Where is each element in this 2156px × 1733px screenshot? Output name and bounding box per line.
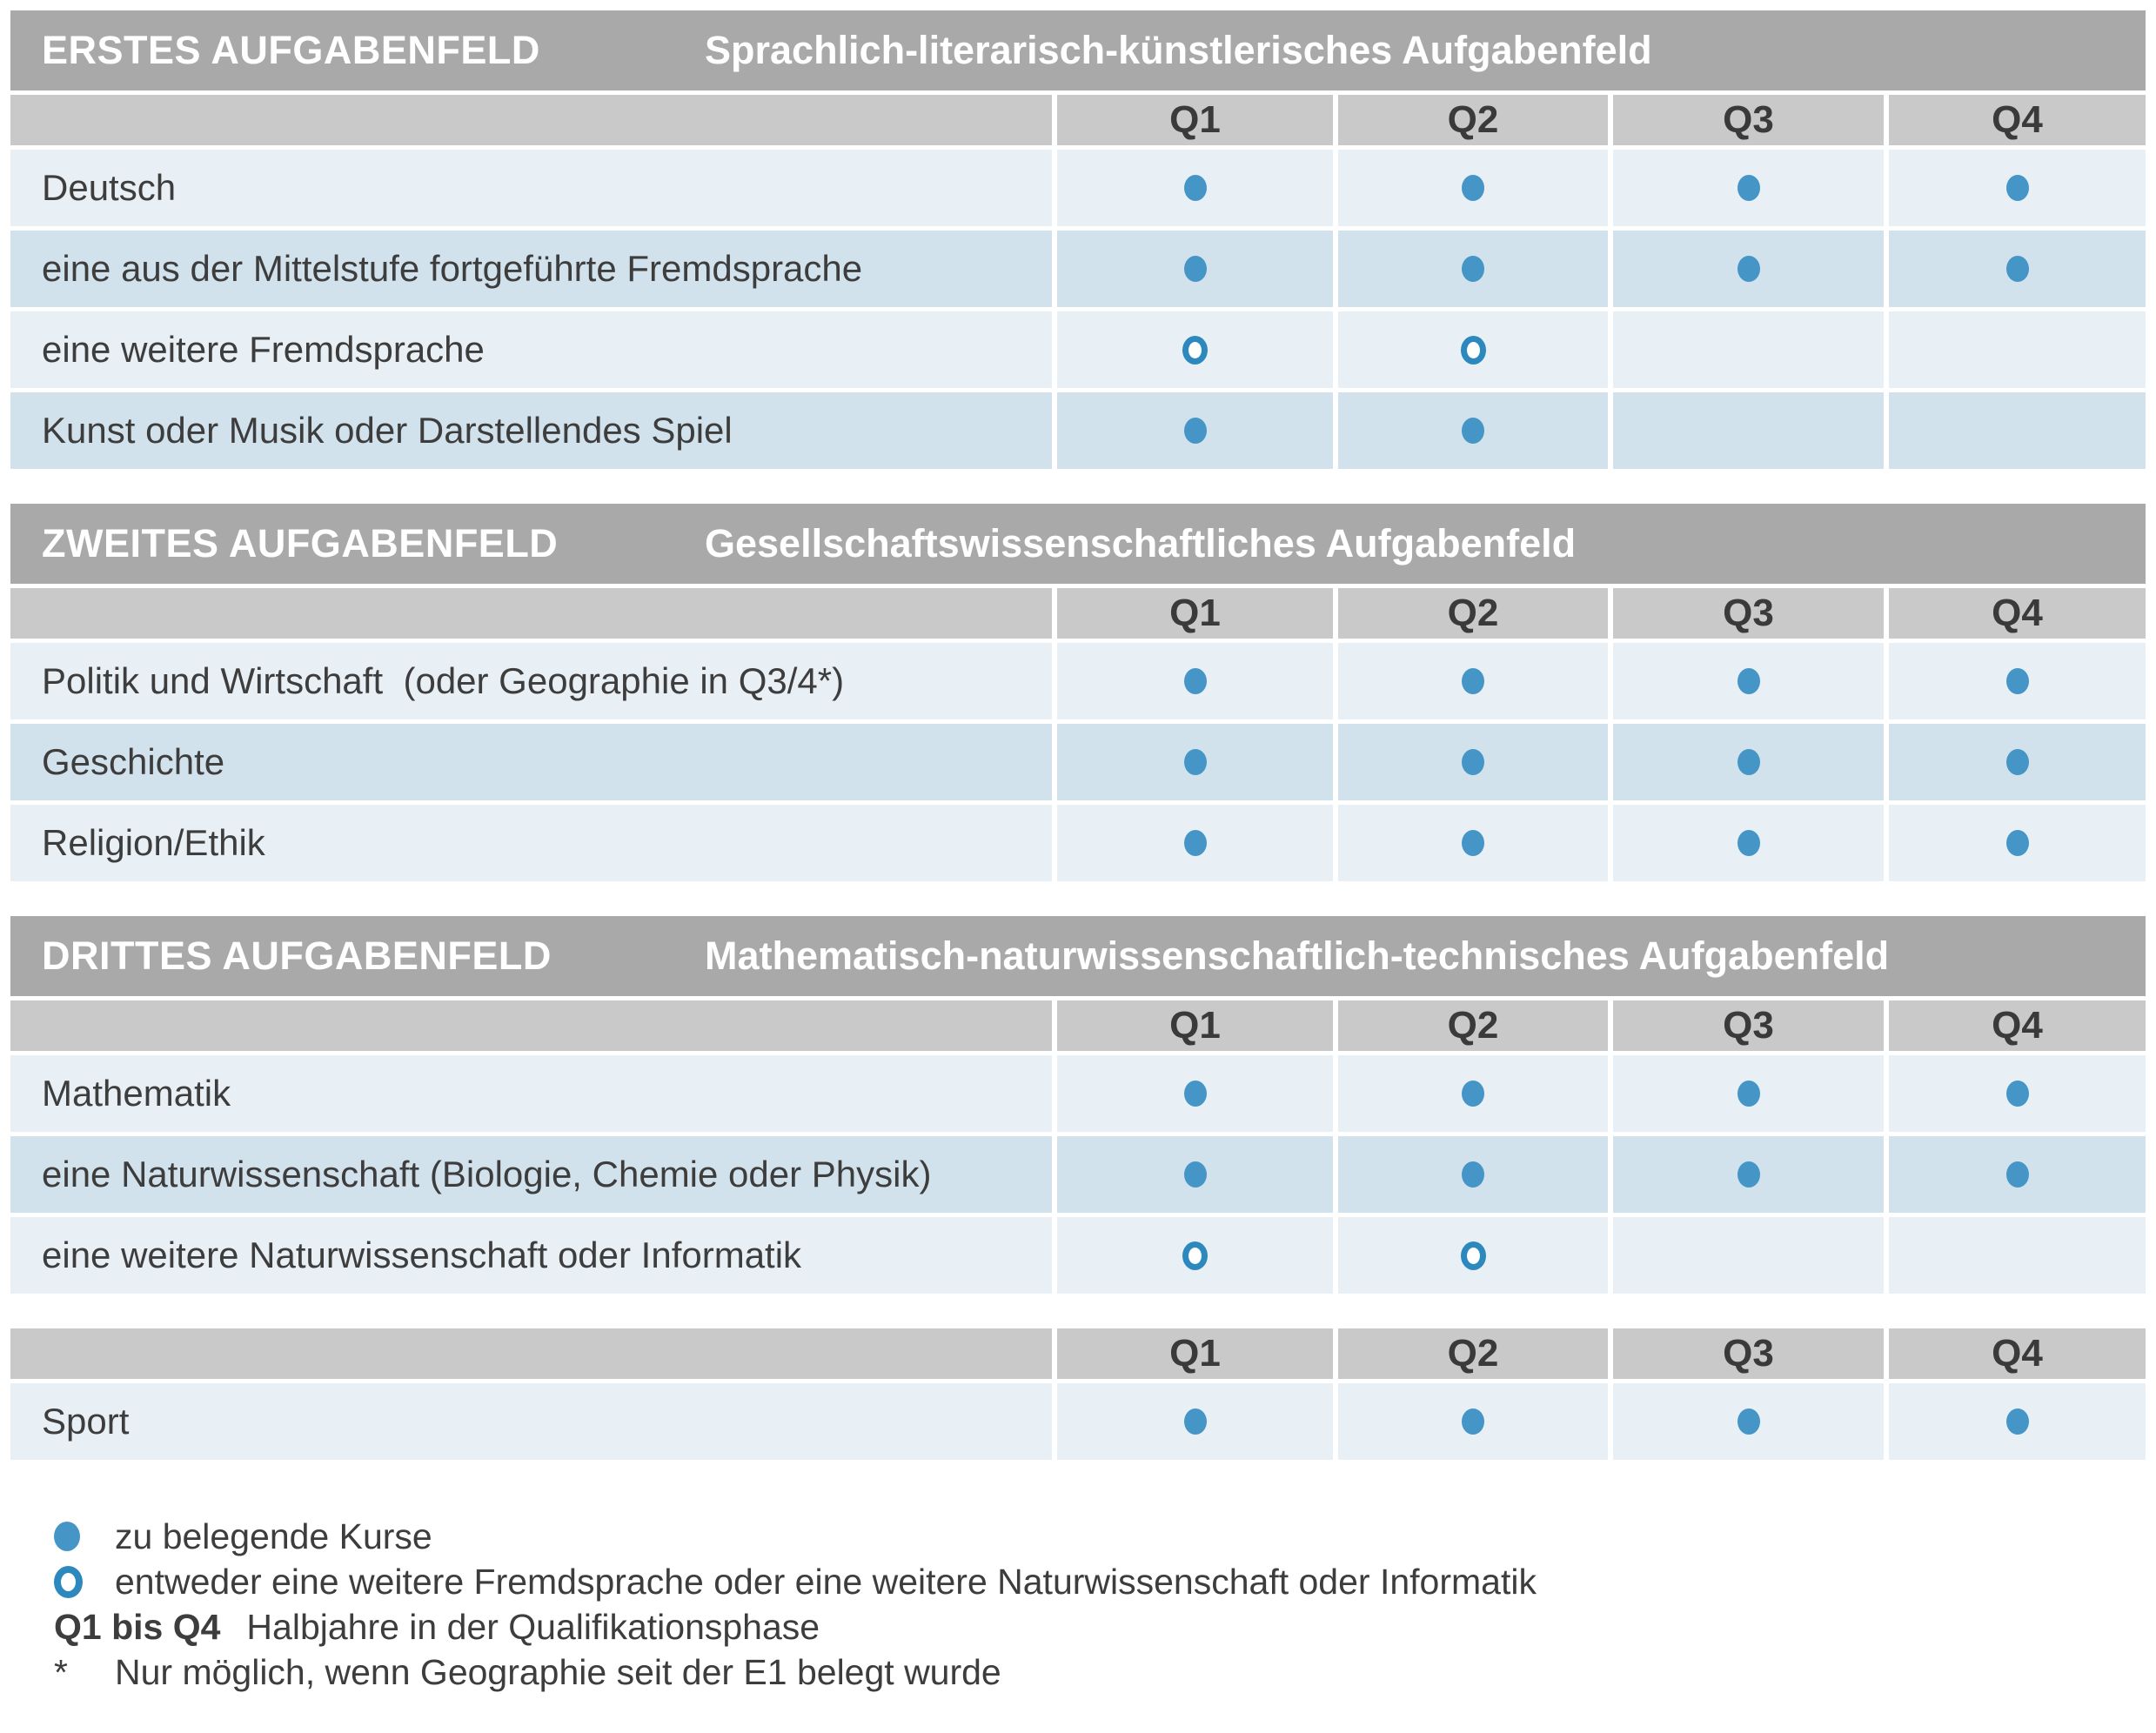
mark-cell [1889, 150, 2146, 226]
section-title: ZWEITES AUFGABENFELD [42, 521, 559, 565]
row-label: Sport [10, 1383, 1052, 1460]
section-title: ERSTES AUFGABENFELD [42, 28, 540, 72]
mark-cell [1889, 311, 2146, 388]
column-header-q1: Q1 [1057, 95, 1333, 145]
filled-dot-icon [2006, 256, 2029, 282]
filled-dot-icon [1184, 418, 1207, 444]
mark-cell [1057, 1383, 1333, 1460]
legend-key: Q1 bis Q4 [54, 1606, 221, 1647]
column-header-q3: Q3 [1613, 1328, 1884, 1379]
mark-cell [1889, 1217, 2146, 1294]
mark-cell [1889, 643, 2146, 719]
section-erstes-aufgabenfeld [10, 10, 2146, 469]
mark-cell [1613, 1383, 1884, 1460]
column-header-q4: Q4 [1889, 588, 2146, 639]
row-label: Politik und Wirtschaft (oder Geographie in Q3/4*) [10, 643, 1052, 719]
mark-cell [1613, 643, 1884, 719]
filled-dot-icon [1462, 175, 1484, 201]
filled-dot-icon [1462, 668, 1484, 694]
column-header-corner [10, 1328, 1052, 1379]
column-header-corner [10, 95, 1052, 145]
filled-dot-icon [1738, 1161, 1760, 1188]
column-header-q4: Q4 [1889, 95, 2146, 145]
mark-cell [1613, 150, 1884, 226]
filled-dot-icon [1184, 1408, 1207, 1435]
row-label: eine aus der Mittelstufe fortgeführte Fremdsprache [10, 231, 1052, 307]
mark-cell [1057, 150, 1333, 226]
asterisk-icon: * [54, 1651, 68, 1692]
legend-item-quarters [54, 1604, 2146, 1649]
column-header-q2: Q2 [1338, 588, 1608, 639]
filled-dot-icon [1738, 175, 1760, 201]
section-sport [10, 1328, 2146, 1460]
filled-dot-icon [1738, 830, 1760, 856]
filled-dot-icon [1184, 749, 1207, 775]
section-subtitle: Sprachlich-literarisch-künstlerisches Aufgabenfeld [705, 28, 1652, 72]
filled-dot-icon [1738, 749, 1760, 775]
column-header-q4: Q4 [1889, 1000, 2146, 1051]
column-header-q2: Q2 [1338, 95, 1608, 145]
filled-dot-icon [2006, 1081, 2029, 1107]
mark-cell [1338, 724, 1608, 800]
filled-dot-icon [1462, 1408, 1484, 1435]
mark-cell [1057, 1217, 1333, 1294]
filled-dot-icon [1462, 256, 1484, 282]
column-header-q2: Q2 [1338, 1000, 1608, 1051]
filled-dot-icon [1184, 668, 1207, 694]
open-circle-icon [1461, 336, 1486, 365]
mark-cell [1338, 1383, 1608, 1460]
mark-cell [1613, 231, 1884, 307]
row-label: eine weitere Naturwissenschaft oder Informatik [10, 1217, 1052, 1294]
open-circle-icon [54, 1566, 83, 1598]
legend-item-asterisk [54, 1649, 2146, 1695]
content [10, 10, 2146, 1460]
filled-dot-icon [1462, 830, 1484, 856]
section-subtitle: Gesellschaftswissenschaftliches Aufgabenfeld [705, 521, 1577, 565]
filled-dot-icon [1738, 668, 1760, 694]
legend-label: entweder eine weitere Fremdsprache oder eine weitere Naturwissenschaft oder Informatik [115, 1561, 1537, 1602]
mark-cell [1338, 1055, 1608, 1132]
row-label: Religion/Ethik [10, 805, 1052, 881]
section-header [10, 10, 2146, 90]
mark-cell [1338, 1217, 1608, 1294]
filled-dot-icon [2006, 1408, 2029, 1435]
filled-dot-icon [1184, 1161, 1207, 1188]
filled-dot-icon [1738, 1081, 1760, 1107]
mark-cell [1889, 805, 2146, 881]
section-title: DRITTES AUFGABENFELD [42, 933, 552, 978]
mark-cell [1338, 805, 1608, 881]
mark-cell [1057, 392, 1333, 469]
mark-cell [1613, 1217, 1884, 1294]
mark-cell [1338, 643, 1608, 719]
filled-dot-icon [2006, 175, 2029, 201]
filled-dot-icon [1738, 256, 1760, 282]
column-header-q2: Q2 [1338, 1328, 1608, 1379]
mark-cell [1057, 1136, 1333, 1213]
filled-dot-icon [1462, 1161, 1484, 1188]
column-header-q1: Q1 [1057, 1328, 1333, 1379]
mark-cell [1889, 1383, 2146, 1460]
mark-cell [1889, 1136, 2146, 1213]
legend-label: zu belegende Kurse [115, 1516, 432, 1556]
row-label: eine Naturwissenschaft (Biologie, Chemie oder Physik) [10, 1136, 1052, 1213]
mark-cell [1057, 724, 1333, 800]
filled-dot-icon [2006, 668, 2029, 694]
mark-cell [1338, 1136, 1608, 1213]
mark-cell [1057, 643, 1333, 719]
filled-dot-icon [2006, 749, 2029, 775]
column-header-corner [10, 588, 1052, 639]
column-header-q1: Q1 [1057, 588, 1333, 639]
open-circle-icon [1182, 336, 1208, 365]
legend [54, 1514, 2146, 1695]
mark-cell [1889, 724, 2146, 800]
filled-dot-icon [54, 1522, 80, 1551]
row-label: Mathematik [10, 1055, 1052, 1132]
mark-cell [1889, 392, 2146, 469]
open-circle-icon [1182, 1241, 1208, 1270]
mark-cell [1889, 231, 2146, 307]
filled-dot-icon [1184, 1081, 1207, 1107]
legend-symbol-slot [54, 1522, 115, 1551]
column-header-q4: Q4 [1889, 1328, 2146, 1379]
legend-symbol-slot [54, 1566, 115, 1598]
mark-cell [1338, 392, 1608, 469]
filled-dot-icon [1184, 175, 1207, 201]
section-zweites-aufgabenfeld [10, 504, 2146, 881]
mark-cell [1338, 231, 1608, 307]
row-label: Geschichte [10, 724, 1052, 800]
section-header [10, 916, 2146, 996]
mark-cell [1613, 1055, 1884, 1132]
mark-cell [1057, 311, 1333, 388]
legend-label: Halbjahre in der Qualifikationsphase [246, 1606, 820, 1647]
mark-cell [1338, 150, 1608, 226]
mark-cell [1057, 1055, 1333, 1132]
section-header [10, 504, 2146, 584]
mark-cell [1613, 392, 1884, 469]
mark-cell [1338, 311, 1608, 388]
filled-dot-icon [2006, 830, 2029, 856]
column-header-q3: Q3 [1613, 95, 1884, 145]
mark-cell [1613, 805, 1884, 881]
mark-cell [1889, 1055, 2146, 1132]
section-subtitle: Mathematisch-naturwissenschaftlich-technisches Aufgabenfeld [705, 933, 1890, 978]
mark-cell [1613, 1136, 1884, 1213]
row-label: Deutsch [10, 150, 1052, 226]
open-circle-icon [1461, 1241, 1486, 1270]
legend-label: Nur möglich, wenn Geographie seit der E1 belegt wurde [115, 1651, 1001, 1692]
filled-dot-icon [1184, 830, 1207, 856]
row-label: eine weitere Fremdsprache [10, 311, 1052, 388]
mark-cell [1057, 805, 1333, 881]
filled-dot-icon [1738, 1408, 1760, 1435]
filled-dot-icon [1462, 418, 1484, 444]
section-drittes-aufgabenfeld [10, 916, 2146, 1294]
mark-cell [1057, 231, 1333, 307]
filled-dot-icon [1462, 749, 1484, 775]
row-label: Kunst oder Musik oder Darstellendes Spiel [10, 392, 1052, 469]
legend-item-open [54, 1559, 2146, 1604]
filled-dot-icon [1462, 1081, 1484, 1107]
column-header-q3: Q3 [1613, 1000, 1884, 1051]
mark-cell [1613, 311, 1884, 388]
column-header-q1: Q1 [1057, 1000, 1333, 1051]
column-header-corner [10, 1000, 1052, 1051]
filled-dot-icon [2006, 1161, 2029, 1188]
mark-cell [1613, 724, 1884, 800]
filled-dot-icon [1184, 256, 1207, 282]
legend-item-filled [54, 1514, 2146, 1559]
column-header-q3: Q3 [1613, 588, 1884, 639]
